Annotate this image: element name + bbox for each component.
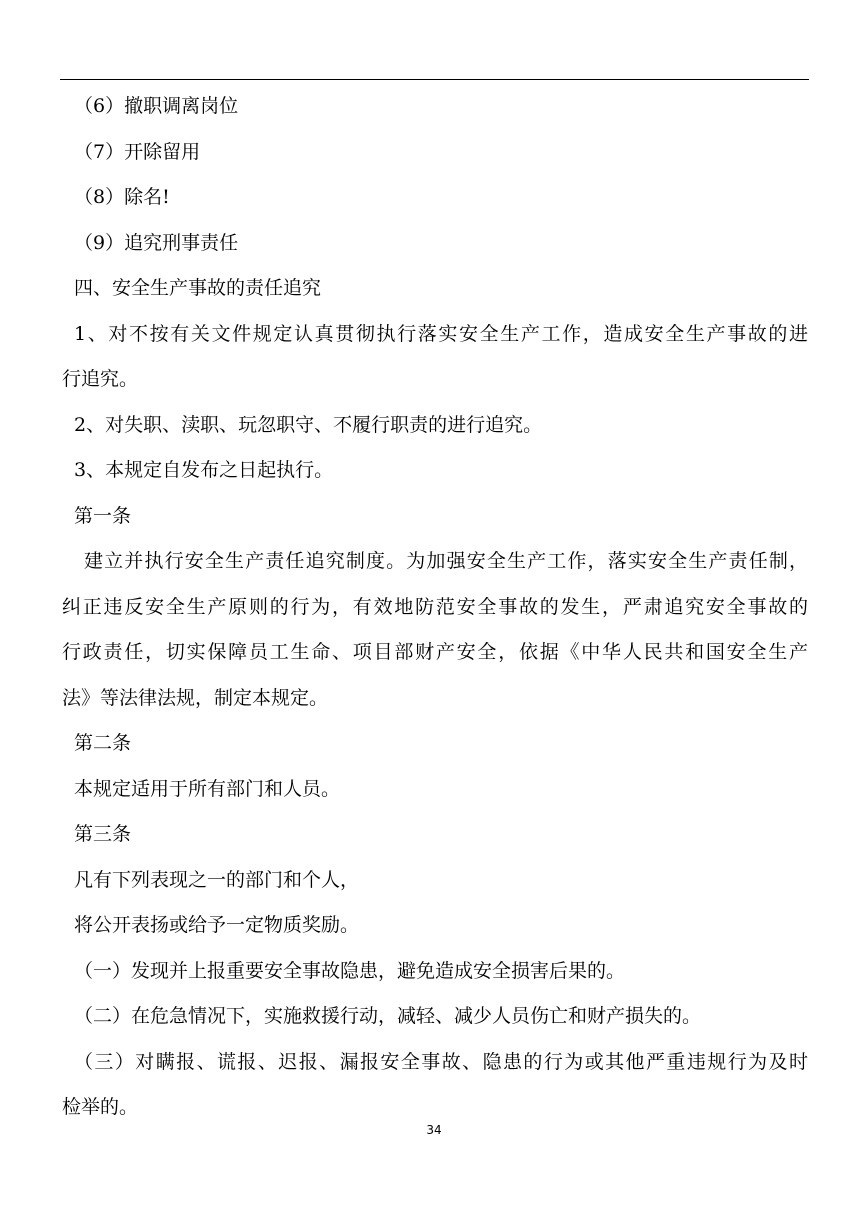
text-line: 3、本规定自发布之日起执行。 <box>74 459 334 481</box>
text-line: （二）在危急情况下，实施救援行动，减轻、减少人员伤亡和财产损失的。 <box>74 1005 702 1027</box>
text-line: 检举的。 <box>62 1096 139 1118</box>
text-line: 法》等法律法规，制定本规定。 <box>62 686 329 709</box>
text-line: （6）撤职调离岗位 <box>74 95 239 117</box>
text-line: 纠正违反安全生产原则的行为，有效地防范安全事故的发生，严肃追究安全事故的 <box>62 595 808 618</box>
document-body <box>62 84 808 1131</box>
article-heading: 第一条 <box>74 504 132 527</box>
text-line: 行政责任，切实保障员工生命、项目部财产安全，依据《中华人民共和国安全生产 <box>62 641 808 663</box>
article-heading: 第三条 <box>74 823 132 845</box>
article-heading: 第二条 <box>74 732 132 754</box>
text-line: （9）追究刑事责任 <box>74 231 239 254</box>
text-line: 行追究。 <box>62 368 139 390</box>
page-number: 34 <box>426 1123 442 1137</box>
text-line: 建立并执行安全生产责任追究制度。为加强安全生产工作，落实安全生产责任制， <box>84 550 808 572</box>
text-line: （8）除名! <box>74 186 170 208</box>
text-line: （三）对瞒报、谎报、迟报、漏报安全事故、隐患的行为或其他严重违规行为及时 <box>74 1050 808 1073</box>
text-line: 本规定适用于所有部门和人员。 <box>74 777 341 800</box>
text-line: （一）发现并上报重要安全事故隐患，避免造成安全损害后果的。 <box>74 959 626 982</box>
header-rule <box>60 79 809 80</box>
text-line: （7）开除留用 <box>74 140 201 163</box>
text-line: 2、对失职、渎职、玩忽职守、不履行职责的进行追究。 <box>74 413 543 436</box>
text-line: 凡有下列表现之一的部门和个人， <box>74 868 360 891</box>
section-heading: 四、安全生产事故的责任追究 <box>74 277 322 299</box>
text-line: 将公开表扬或给予一定物质奖励。 <box>74 914 360 936</box>
text-line: 1、对不按有关文件规定认真贯彻执行落实安全生产工作，造成安全生产事故的进 <box>74 322 808 345</box>
